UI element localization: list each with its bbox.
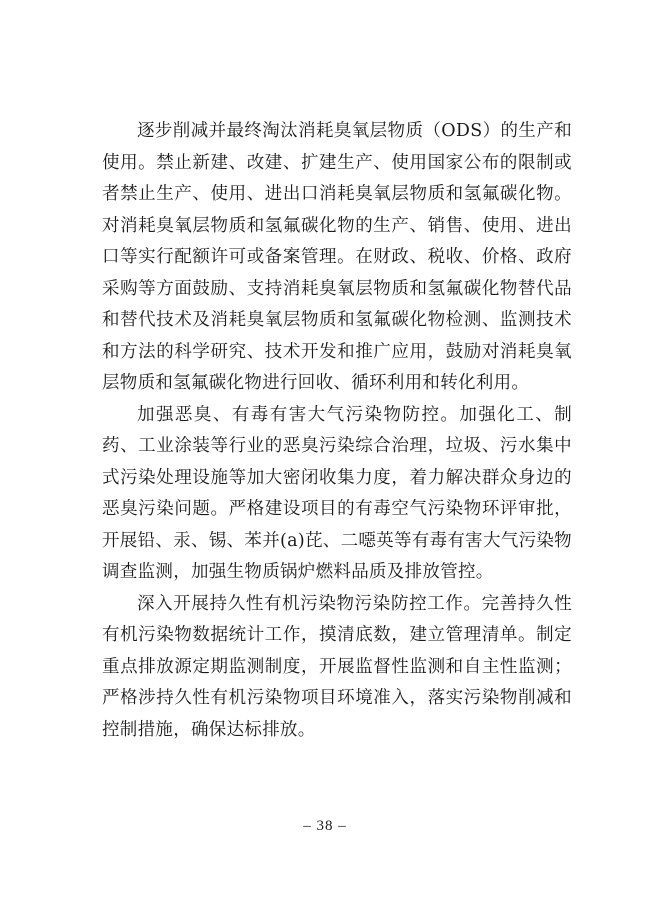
- page-number: – 38 –: [303, 818, 347, 834]
- paragraph-odor-pollution: 加强恶臭、有毒有害大气污染物防控。加强化工、制药、工业涂装等行业的恶臭污染综合治理，垃圾、污水集中式污染处理设施等加大密闭收集力度，着力解决群众身边的恶臭污染问题。严格建设项目的有毒空气污染物环评审批，开展铅、汞、锡、苯并(a)芘、二噁英等有毒有害大气污染物调查监测，加强生物质锅炉燃料品质及排放管控。: [102, 404, 572, 582]
- body-text: [102, 116, 572, 746]
- paragraph-persistent-organic-pollutants: 深入开展持久性有机污染物污染防控工作。完善持久性有机污染物数据统计工作，摸清底数，建立管理清单。制定重点排放源定期监测制度，开展监督性监测和自主性监测；严格涉持久性有机污染物项目环境准入，落实污染物削减和控制措施，确保达标排放。: [102, 593, 572, 740]
- paragraph-ods: 逐步削减并最终淘汰消耗臭氧层物质（ODS）的生产和使用。禁止新建、改建、扩建生产、使用国家公布的限制或者禁止生产、使用、进出口消耗臭氧层物质和氢氟碳化物。对消耗臭氧层物质和氢氟碳化物的生产、销售、使用、进出口等实行配额许可或备案管理。在财政、税收、价格、政府采购等方面鼓励、支持消耗臭氧层物质和氢氟碳化物替代品和替代技术及消耗臭氧层物质和氢氟碳化物检测、监测技术和方法的科学研究、技术开发和推广应用，鼓励对消耗臭氧层物质和氢氟碳化物进行回收、循环利用和转化利用。: [102, 121, 572, 393]
